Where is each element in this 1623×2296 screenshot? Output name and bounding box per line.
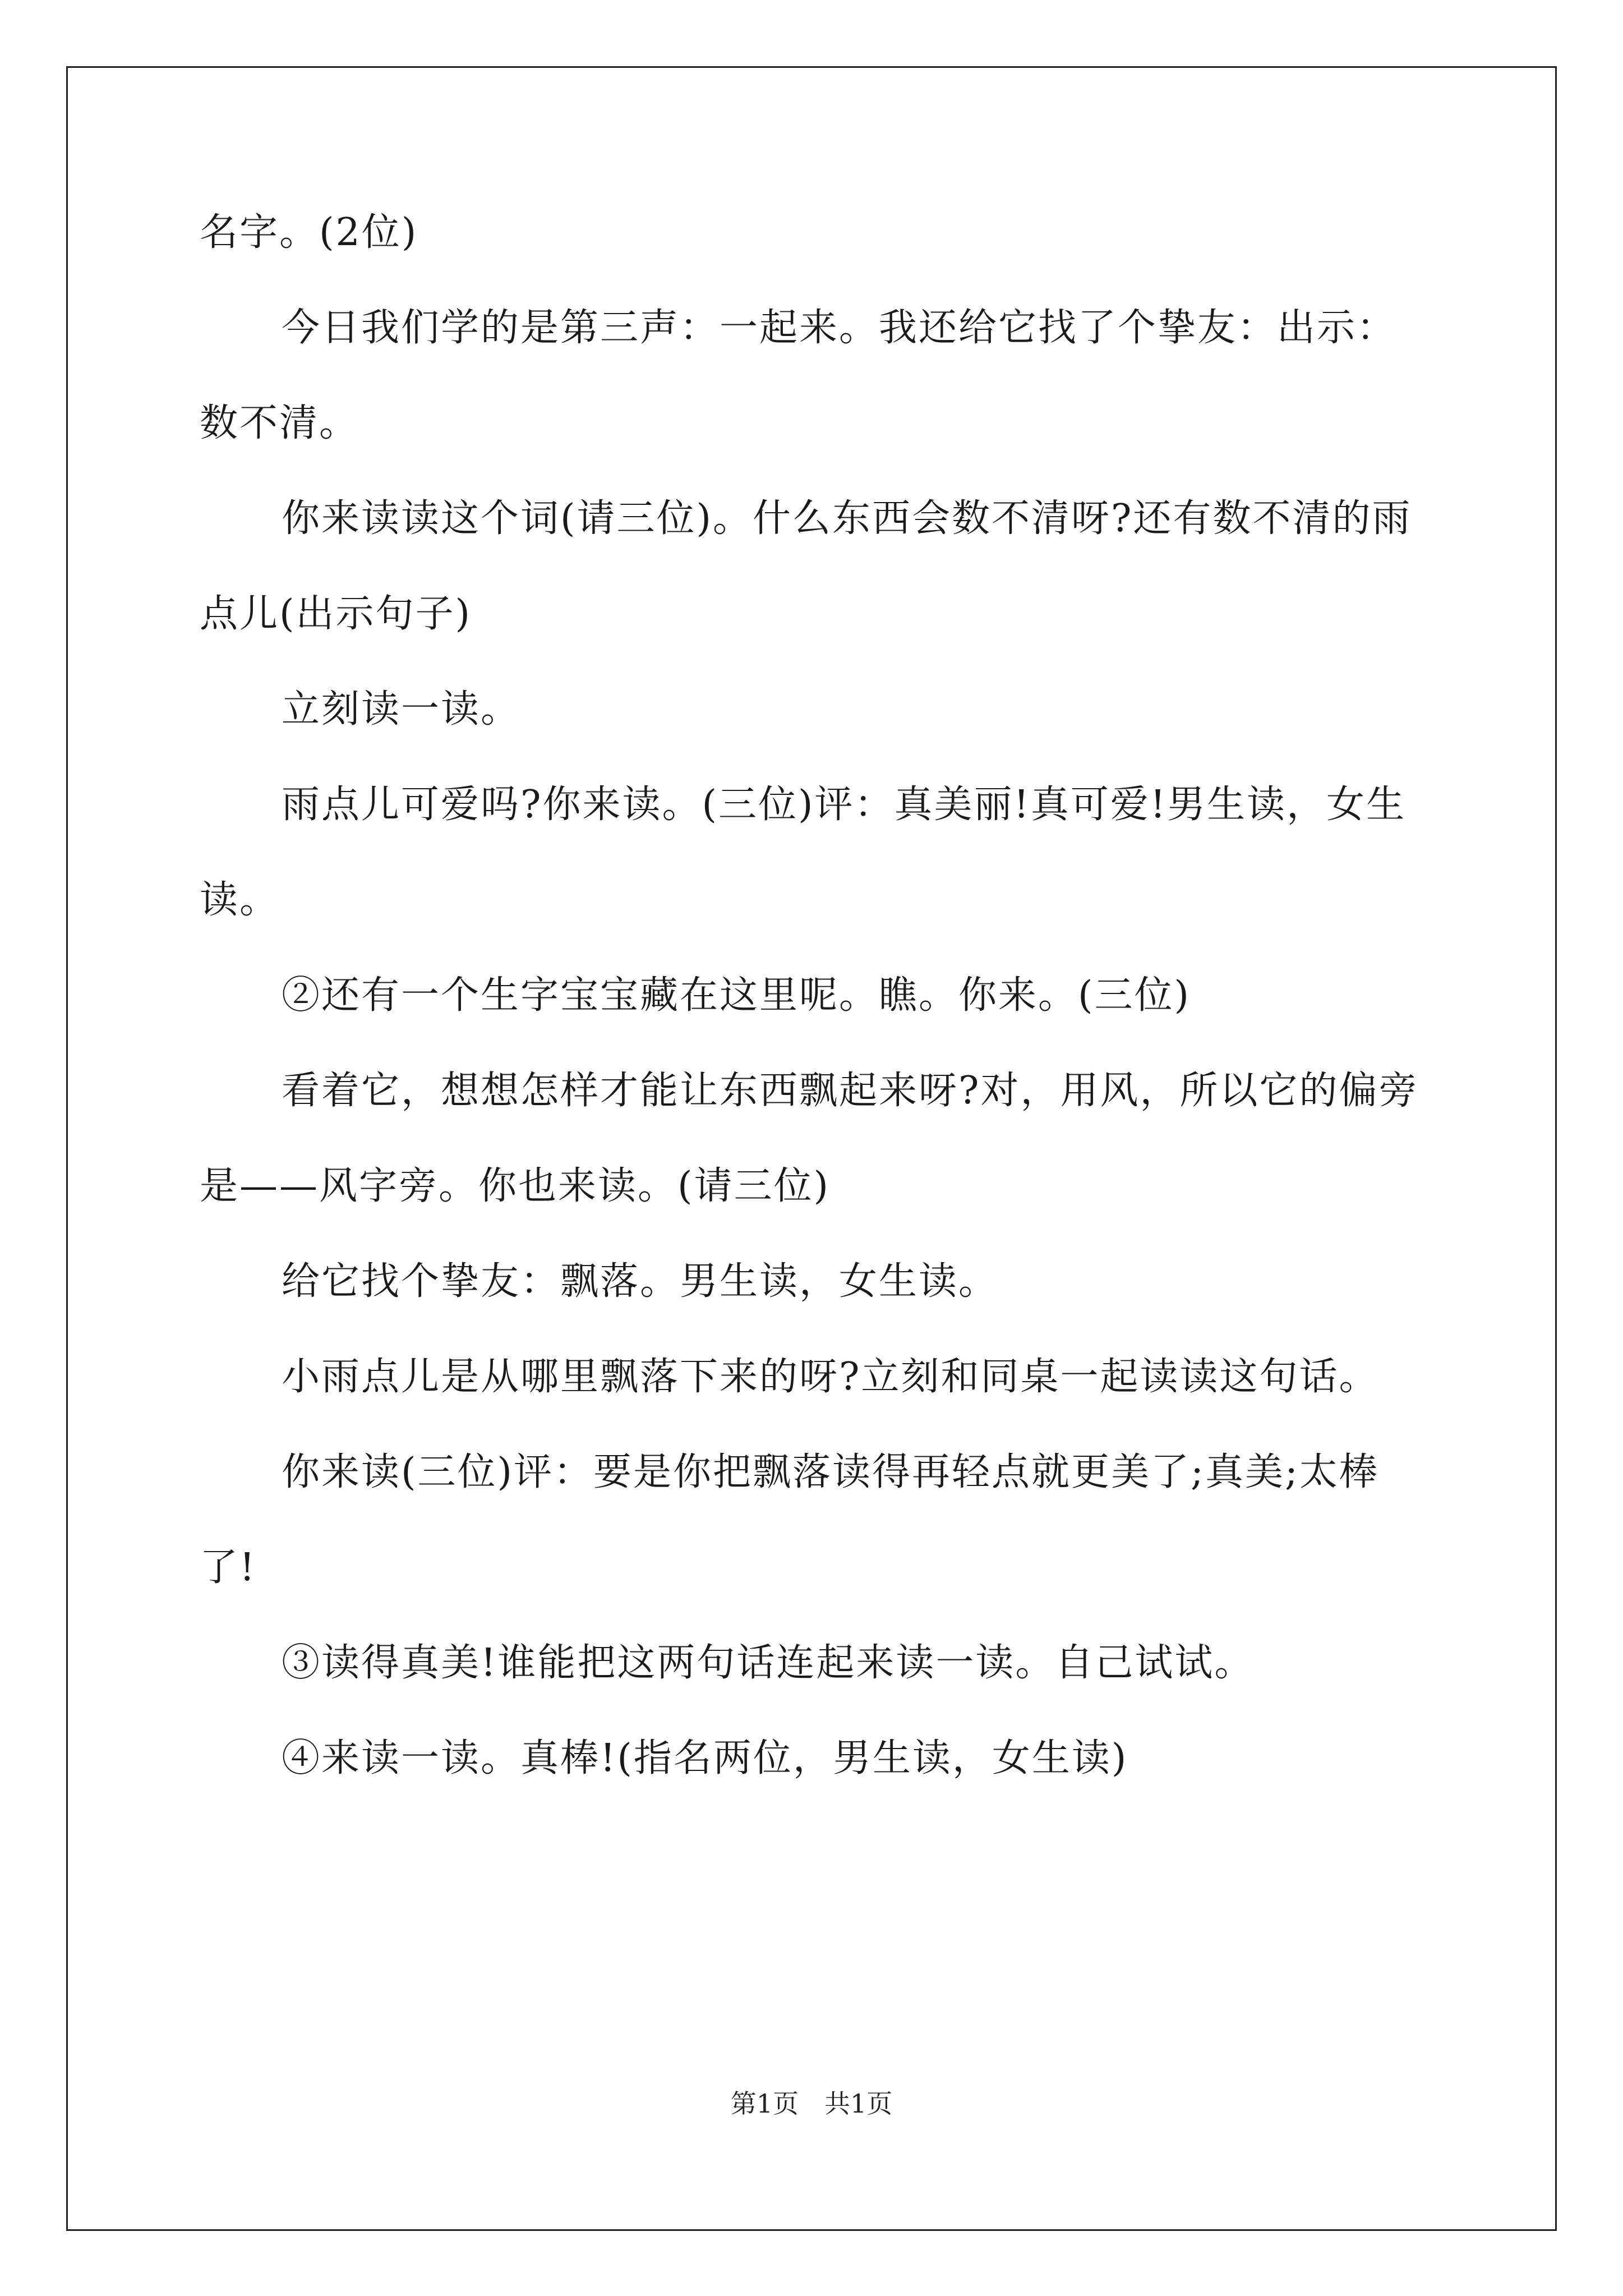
page-number-footer: 第1页 共1页: [730, 2088, 893, 2119]
paragraph-line: ③读得真美!谁能把这两句话连起来读一读。自己试试。: [282, 1641, 1255, 1685]
paragraph-line: 雨点儿可爱吗?你来读。(三位)评：真美丽!真可爱!男生读，女生: [282, 783, 1407, 827]
paragraph-line: 点儿(出示句子): [200, 592, 472, 636]
paragraph-line: 读。: [200, 878, 280, 922]
paragraph-line: ④来读一读。真棒!(指名两位，男生读，女生读): [282, 1736, 1128, 1780]
paragraph-line: 今日我们学的是第三声：一起来。我还给它找了个挚友：出示：: [282, 306, 1397, 350]
paragraph-line: 了!: [200, 1545, 257, 1590]
paragraph-line: 你来读(三位)评：要是你把飘落读得再轻点就更美了;真美;太棒: [282, 1450, 1379, 1494]
paragraph-line: 是——风字旁。你也来读。(请三位): [200, 1164, 831, 1208]
paragraph-line: 立刻读一读。: [282, 687, 521, 731]
paragraph-line: 名字。(2位): [200, 210, 418, 255]
paragraph-line: 数不清。: [200, 401, 359, 445]
page-border: [66, 66, 1557, 2231]
paragraph-line: 你来读读这个词(请三位)。什么东西会数不清呀?还有数不清的雨: [282, 496, 1412, 541]
paragraph-line: 看着它，想想怎样才能让东西飘起来呀?对，用风，所以它的偏旁: [282, 1069, 1419, 1113]
paragraph-line: 小雨点儿是从哪里飘落下来的呀?立刻和同桌一起读读这句话。: [282, 1355, 1379, 1399]
paragraph-line: 给它找个挚友：飘落。男生读，女生读。: [282, 1259, 999, 1304]
paragraph-line: ②还有一个生字宝宝藏在这里呢。瞧。你来。(三位): [282, 973, 1191, 1018]
